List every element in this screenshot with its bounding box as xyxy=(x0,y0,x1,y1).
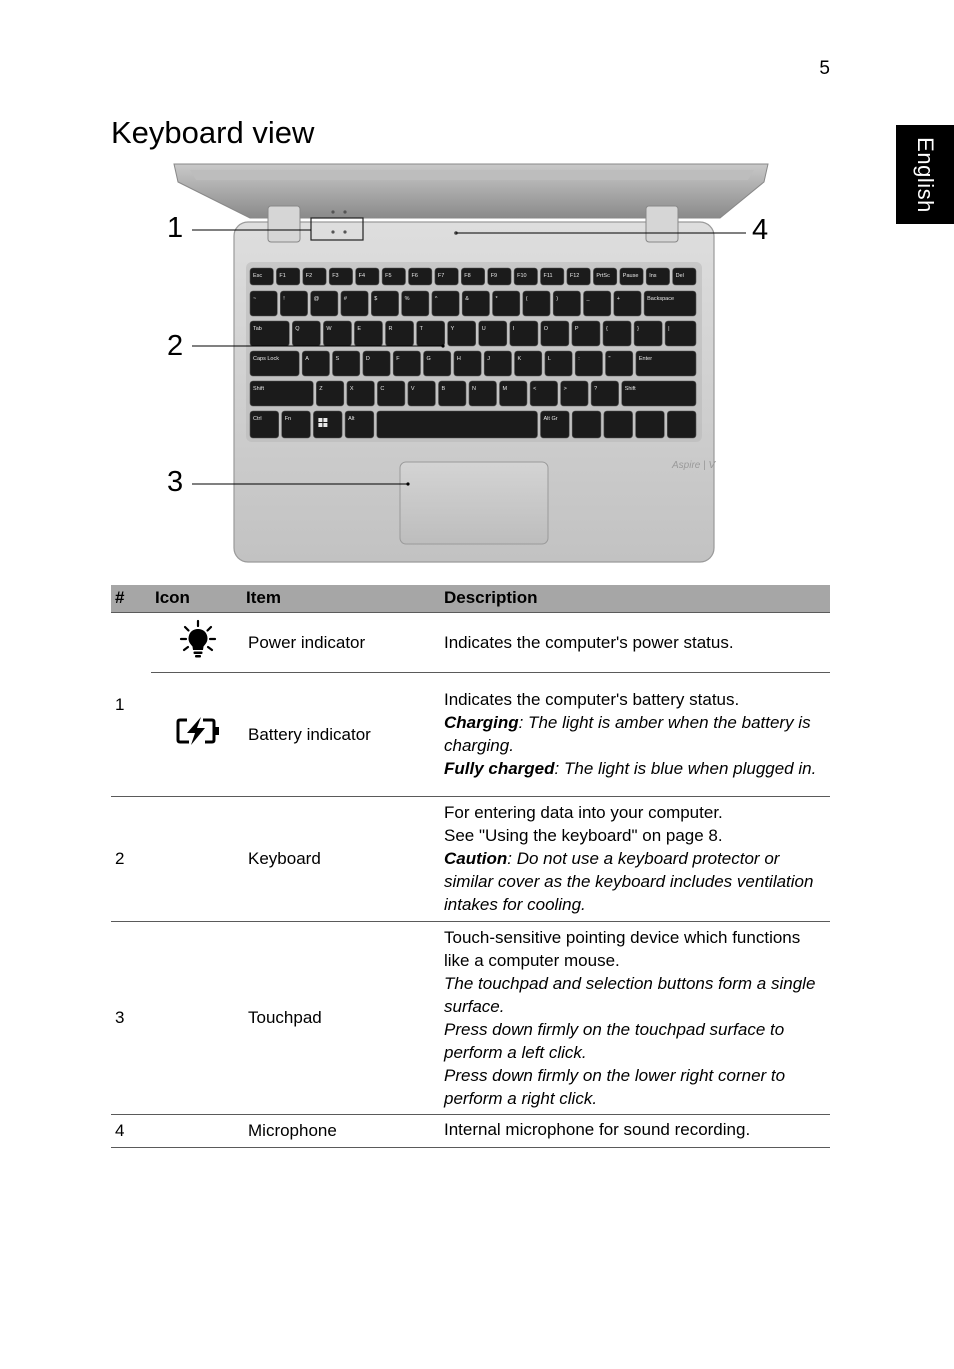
key-label: Z xyxy=(319,386,323,392)
row-number: 4 xyxy=(111,1114,151,1147)
key xyxy=(323,321,351,346)
key-label: F5 xyxy=(385,273,392,279)
key xyxy=(302,351,329,376)
key-label: C xyxy=(380,386,385,392)
key-label: < xyxy=(533,386,537,392)
key xyxy=(545,351,572,376)
item-name: Battery indicator xyxy=(244,672,440,796)
item-description xyxy=(440,612,830,672)
item-name: Keyboard xyxy=(244,796,440,921)
callout-number-3: 3 xyxy=(167,466,184,498)
laptop-illustration xyxy=(160,160,810,570)
key-label: Enter xyxy=(638,356,653,362)
key-label: Del xyxy=(675,273,684,279)
key xyxy=(553,291,580,316)
description-note xyxy=(444,711,826,757)
key xyxy=(377,411,538,438)
item-description xyxy=(440,796,830,921)
key xyxy=(280,291,307,316)
description-text: See "Using the keyboard" on page 8. xyxy=(444,826,723,845)
item-name: Microphone xyxy=(244,1114,440,1147)
icon-cell xyxy=(151,921,244,1114)
key-label: F7 xyxy=(437,273,445,279)
table-header-row xyxy=(111,585,830,612)
key xyxy=(636,351,696,376)
key xyxy=(363,351,390,376)
key-label: P xyxy=(574,326,579,332)
description-text: For entering data into your computer. xyxy=(444,803,723,822)
key-label: Fn xyxy=(284,416,292,422)
key-label: W xyxy=(326,326,332,332)
key-label: H xyxy=(456,356,461,362)
key-label: ^ xyxy=(434,296,438,302)
key-label: Ctrl xyxy=(253,416,262,422)
key-label: > xyxy=(563,386,567,392)
header-icon: Icon xyxy=(151,585,244,612)
key xyxy=(250,321,289,346)
item-description xyxy=(440,921,830,1114)
key-label: Y xyxy=(450,326,455,332)
item-name: Touchpad xyxy=(244,921,440,1114)
key xyxy=(644,291,696,316)
row-number: 1 xyxy=(111,612,151,796)
key-label: Ins xyxy=(649,273,657,279)
key-label: Tab xyxy=(253,326,262,332)
note-label: Fully charged xyxy=(444,759,555,778)
key-label: Alt xyxy=(348,416,355,422)
key xyxy=(333,351,360,376)
key xyxy=(572,411,601,438)
key-label: K xyxy=(517,356,522,362)
key-label: # xyxy=(343,296,347,302)
key xyxy=(250,381,313,406)
note-label: Caution xyxy=(444,849,508,868)
key xyxy=(541,321,569,346)
description-text: Internal microphone for sound recording. xyxy=(444,1120,751,1139)
callout-number-1: 1 xyxy=(167,212,184,244)
key-label: | xyxy=(668,326,670,332)
key-label: Caps Lock xyxy=(253,356,279,362)
keyboard-view-table xyxy=(111,585,830,1148)
key xyxy=(634,321,662,346)
key-label: O xyxy=(543,326,549,332)
key-label: Alt Gr xyxy=(543,416,558,422)
key-label: ~ xyxy=(253,296,257,302)
key xyxy=(292,321,320,346)
description-note: Press down firmly on the lower right corner to perform a right click. xyxy=(444,1065,786,1108)
key xyxy=(250,291,277,316)
note-text: : Do not use a keyboard protector or similar cover as the keyboard includes ventilation intakes for cooling. xyxy=(444,849,814,914)
key xyxy=(386,321,414,346)
key-label: U xyxy=(481,326,486,332)
description-note: The touchpad and selection buttons form a single surface. xyxy=(444,973,816,1016)
key xyxy=(614,291,641,316)
key-label: F12 xyxy=(569,273,580,279)
key xyxy=(561,381,589,406)
key xyxy=(523,291,550,316)
key xyxy=(347,381,375,406)
icon-cell xyxy=(151,612,244,672)
icon-cell xyxy=(151,796,244,921)
table-row xyxy=(111,612,830,672)
table-row xyxy=(111,672,830,796)
key-label: I xyxy=(512,326,515,332)
key xyxy=(572,321,600,346)
callout-number-4: 4 xyxy=(752,214,769,246)
key xyxy=(493,291,520,316)
key xyxy=(250,351,299,376)
key xyxy=(622,381,696,406)
key-label: F1 xyxy=(279,273,286,279)
key xyxy=(448,321,476,346)
key xyxy=(584,291,611,316)
key-label: F11 xyxy=(543,273,553,279)
item-description xyxy=(440,1114,830,1147)
key xyxy=(510,321,538,346)
key-label: Esc xyxy=(253,273,263,279)
key-label: F9 xyxy=(490,273,498,279)
key-label: G xyxy=(426,356,431,362)
key xyxy=(667,411,696,438)
key-label: Pause xyxy=(622,273,639,279)
key-label: Shift xyxy=(624,386,636,392)
key-label: ) xyxy=(556,296,559,302)
key xyxy=(417,321,445,346)
description-note xyxy=(444,757,826,780)
key-label: Shift xyxy=(253,386,265,392)
key xyxy=(454,351,481,376)
key-label: F2 xyxy=(305,273,313,279)
table-row xyxy=(111,1114,830,1147)
description-text: Touch-sensitive pointing device which functions like a computer mouse. xyxy=(444,927,801,970)
header-item: Item xyxy=(244,585,440,612)
key-label: & xyxy=(465,296,469,302)
key xyxy=(604,411,633,438)
key xyxy=(636,411,665,438)
key-label: F8 xyxy=(464,273,471,279)
key xyxy=(530,381,558,406)
key-label: A xyxy=(305,356,309,362)
key-label: $ xyxy=(374,296,378,302)
keyboard-keys xyxy=(250,268,696,438)
key-label: Q xyxy=(295,326,300,332)
key xyxy=(575,351,602,376)
key-label: B xyxy=(441,386,446,392)
table-row xyxy=(111,796,830,921)
table-row xyxy=(111,921,830,1114)
key-label: ( xyxy=(525,296,528,302)
key-label: + xyxy=(616,296,621,302)
key-label: { xyxy=(606,326,608,332)
key-label: M xyxy=(502,386,508,392)
header-num: # xyxy=(111,585,151,612)
icon-cell xyxy=(151,1114,244,1147)
key-label: " xyxy=(608,356,611,362)
key-label: D xyxy=(365,356,370,362)
key-label: _ xyxy=(586,296,590,302)
row-number: 2 xyxy=(111,796,151,921)
description-note: Press down firmly on the touchpad surface to perform a left click. xyxy=(444,1019,785,1062)
key-label: ? xyxy=(594,386,598,392)
key xyxy=(591,381,619,406)
description-text: Indicates the computer's power status. xyxy=(444,632,734,652)
power-indicator-icon xyxy=(178,619,218,659)
key-label: F4 xyxy=(358,273,366,279)
touchpad-illustration xyxy=(400,462,548,544)
note-label: Charging xyxy=(444,713,519,732)
key-label: F3 xyxy=(332,273,339,279)
key-label: ! xyxy=(283,296,285,302)
key-label: Backspace xyxy=(647,296,675,302)
key xyxy=(665,321,696,346)
key-label: F6 xyxy=(411,273,418,279)
battery-indicator-icon xyxy=(175,716,221,746)
key xyxy=(311,291,338,316)
key-label: V xyxy=(410,386,415,392)
key-label: N xyxy=(472,386,476,392)
key xyxy=(316,381,344,406)
key-label: * xyxy=(495,296,498,302)
description-note xyxy=(444,847,826,916)
callout-number-2: 2 xyxy=(167,330,184,362)
key-label: F10 xyxy=(517,273,527,279)
key xyxy=(484,351,511,376)
key-label: X xyxy=(349,386,354,392)
language-tab xyxy=(896,125,954,224)
key xyxy=(462,291,489,316)
key-label: PrtSc xyxy=(596,273,610,279)
key xyxy=(469,381,497,406)
key xyxy=(606,351,633,376)
key xyxy=(603,321,631,346)
key xyxy=(371,291,398,316)
key-label: R xyxy=(388,326,393,332)
key xyxy=(393,351,420,376)
note-text: : The light is amber when the battery is charging. xyxy=(444,713,811,755)
key-label: F xyxy=(396,356,400,362)
key xyxy=(402,291,429,316)
language-tab-label: English xyxy=(913,136,938,213)
keyboard-view-figure xyxy=(160,160,810,570)
key xyxy=(341,291,368,316)
page-title: Keyboard view xyxy=(111,115,315,150)
description-text: Indicates the computer's battery status. xyxy=(444,690,740,709)
item-description xyxy=(440,672,830,796)
key-label: S xyxy=(335,356,340,362)
key xyxy=(479,321,507,346)
key-label: T xyxy=(419,326,423,332)
key xyxy=(500,381,528,406)
brand-mark: Aspire | V xyxy=(672,460,716,471)
key-label: % xyxy=(404,296,410,302)
key-label: E xyxy=(357,326,362,332)
key xyxy=(354,321,382,346)
item-name: Power indicator xyxy=(244,612,440,672)
key xyxy=(439,381,467,406)
key xyxy=(313,411,342,438)
key xyxy=(408,381,436,406)
key-label: : xyxy=(578,356,580,362)
icon-cell xyxy=(151,672,244,796)
key-label: } xyxy=(637,326,639,332)
key-label: L xyxy=(547,356,551,362)
key xyxy=(515,351,542,376)
note-text: : The light is blue when plugged in. xyxy=(554,759,817,778)
page-number: 5 xyxy=(819,58,830,79)
key xyxy=(424,351,451,376)
header-description: Description xyxy=(440,585,830,612)
key xyxy=(432,291,459,316)
key-label: @ xyxy=(313,296,320,302)
key xyxy=(377,381,405,406)
row-number: 3 xyxy=(111,921,151,1114)
key-label: J xyxy=(487,356,490,362)
